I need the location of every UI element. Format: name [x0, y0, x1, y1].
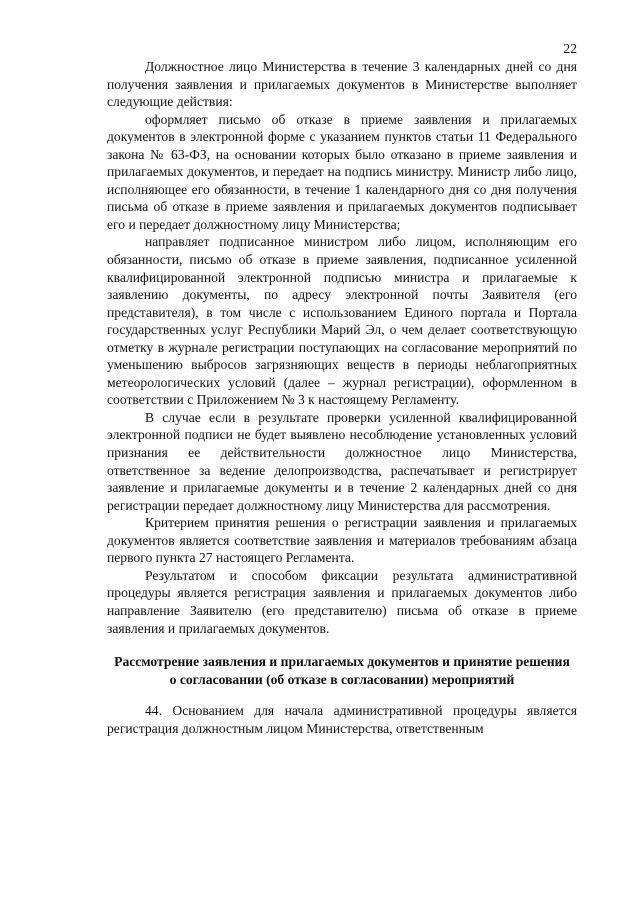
paragraph: оформляет письмо об отказе в приеме заявления и прилагаемых документов в электронной форме с указанием пунктов статьи 11 Федерального закона № 63-ФЗ, на основании которых было отказано в приеме заявления и прилагаемых документов, и передает на подпись министру. Министр либо лицо, исполняющее его обязанности, в течение 1 календарного дня со дня получения письма об отказе в приеме заявления и прилагаемых документов подписывает его и передает должностному лицу Министерства;	[107, 111, 577, 232]
paragraph: Результатом и способом фиксации результата административной процедуры является регистрация заявления и прилагаемых документов либо направление Заявителю (его представителю) письма об отказе в приеме заявления и прилагаемых документов.	[107, 567, 577, 636]
section-heading: Рассмотрение заявления и прилагаемых документов и принятие решения о согласовании (об отказе в согласовании) мероприятий	[114, 654, 570, 687]
page-number: 22	[563, 41, 577, 56]
paragraph: направляет подписанное министром либо лицом, исполняющим его обязанности, письмо об отказе в приеме заявления, подписанное усиленной квалифицированной электронной подписью министра и прилагаемые к заявлению документы, по адресу электронной почты Заявителя (его представителя), в том числе с использованием Единого портала и Портала государственных услуг Республики Марий Эл, о чем делает соответствующую отметку в журнале регистрации поступающих на согласование мероприятий по уменьшению выбросов загрязняющих веществ в периоды неблагоприятных метеорологических условий (далее – журнал регистрации), оформленном в соответствии с Приложением № 3 к настоящему Регламенту.	[107, 234, 577, 408]
document-body	[107, 58, 577, 737]
paragraph: Должностное лицо Министерства в течение 3 календарных дней со дня получения заявления и прилагаемых документов в Министерстве выполняет следующие действия:	[107, 59, 577, 110]
paragraph: Критерием принятия решения о регистрации заявления и прилагаемых документов является соответствие заявления и материалов требованиям абзаца первого пункта 27 настоящего Регламента.	[107, 515, 577, 566]
paragraph: 44. Основанием для начала административной процедуры является регистрация должностным лицом Министерства, ответственным	[107, 703, 577, 736]
paragraph: В случае если в результате проверки усиленной квалифицированной электронной подписи не будет выявлено несоблюдение установленных условий признания ее действительности должностное лицо Министерства, ответственное за ведение делопроизводства, распечатывает и регистрирует заявление и прилагаемые документы и в течение 2 календарных дней со дня регистрации передает должностному лицу Министерства для рассмотрения.	[107, 409, 577, 513]
